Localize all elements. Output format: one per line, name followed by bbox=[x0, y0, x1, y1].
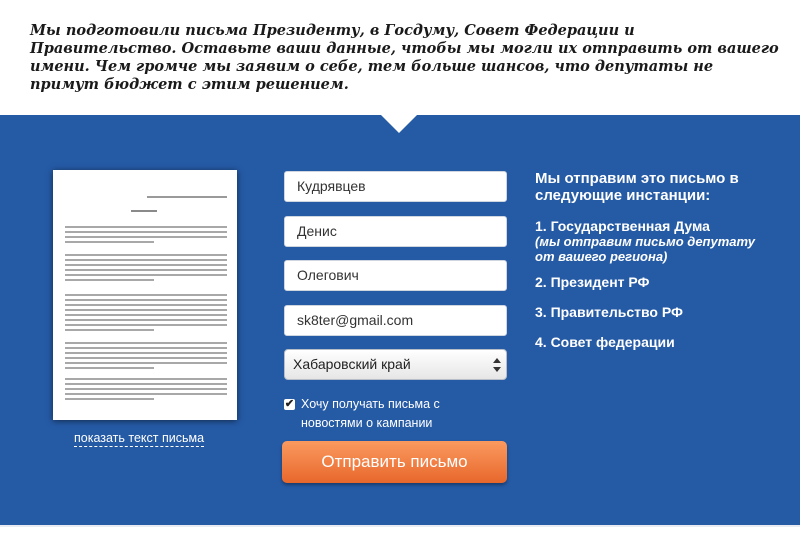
send-letter-button[interactable]: Отправить письмо bbox=[282, 441, 507, 483]
first-name-field[interactable]: Денис bbox=[284, 216, 507, 247]
letter-paragraph bbox=[65, 378, 227, 403]
letter-paragraph bbox=[65, 294, 227, 334]
checkmark-icon: ✔ bbox=[284, 398, 295, 410]
recipient-label: 2. Президент РФ bbox=[535, 274, 650, 290]
letter-header-line bbox=[147, 196, 227, 198]
letter-paragraph bbox=[65, 254, 227, 284]
panel-notch bbox=[381, 115, 417, 133]
letter-paragraph bbox=[65, 226, 227, 246]
recipients-title: Мы отправим это письмо в следующие инстанции: bbox=[535, 170, 739, 204]
region-select[interactable] bbox=[284, 349, 507, 380]
subscribe-label[interactable]: Хочу получать письма с новостями о кампании bbox=[301, 397, 440, 430]
recipient-note: (мы отправим письмо депутату от вашего региона) bbox=[535, 234, 755, 264]
region-select-value: Хабаровский край bbox=[293, 356, 411, 372]
recipient-item bbox=[535, 274, 650, 290]
last-name-field[interactable]: Кудрявцев bbox=[284, 171, 507, 202]
letter-paragraph bbox=[65, 342, 227, 372]
intro-text: Мы подготовили письма Президенту, в Госдуму, Совет Федерации и Правительство. Оставьте ваши данные, чтобы мы могли их отправить от вашего имени. Чем громче мы заявим о себе, тем больше шансов, что депутаты не примут бюджет с этим решением. bbox=[30, 22, 779, 93]
patronymic-field[interactable]: Олегович bbox=[284, 260, 507, 291]
recipient-label: 1. Государственная Дума bbox=[535, 218, 710, 234]
email-field[interactable]: sk8ter@gmail.com bbox=[284, 305, 507, 336]
select-arrows-icon bbox=[493, 358, 501, 372]
recipient-item bbox=[535, 304, 683, 320]
letter-title-line bbox=[131, 210, 157, 212]
footer-divider bbox=[0, 525, 800, 527]
recipient-label: 3. Правительство РФ bbox=[535, 304, 683, 320]
letter-preview[interactable] bbox=[53, 170, 237, 420]
show-letter-text-link[interactable]: показать текст письма bbox=[74, 431, 205, 445]
subscribe-checkbox[interactable] bbox=[284, 399, 295, 410]
recipient-item bbox=[535, 334, 675, 350]
recipient-item bbox=[535, 218, 755, 264]
recipient-label: 4. Совет федерации bbox=[535, 334, 675, 350]
